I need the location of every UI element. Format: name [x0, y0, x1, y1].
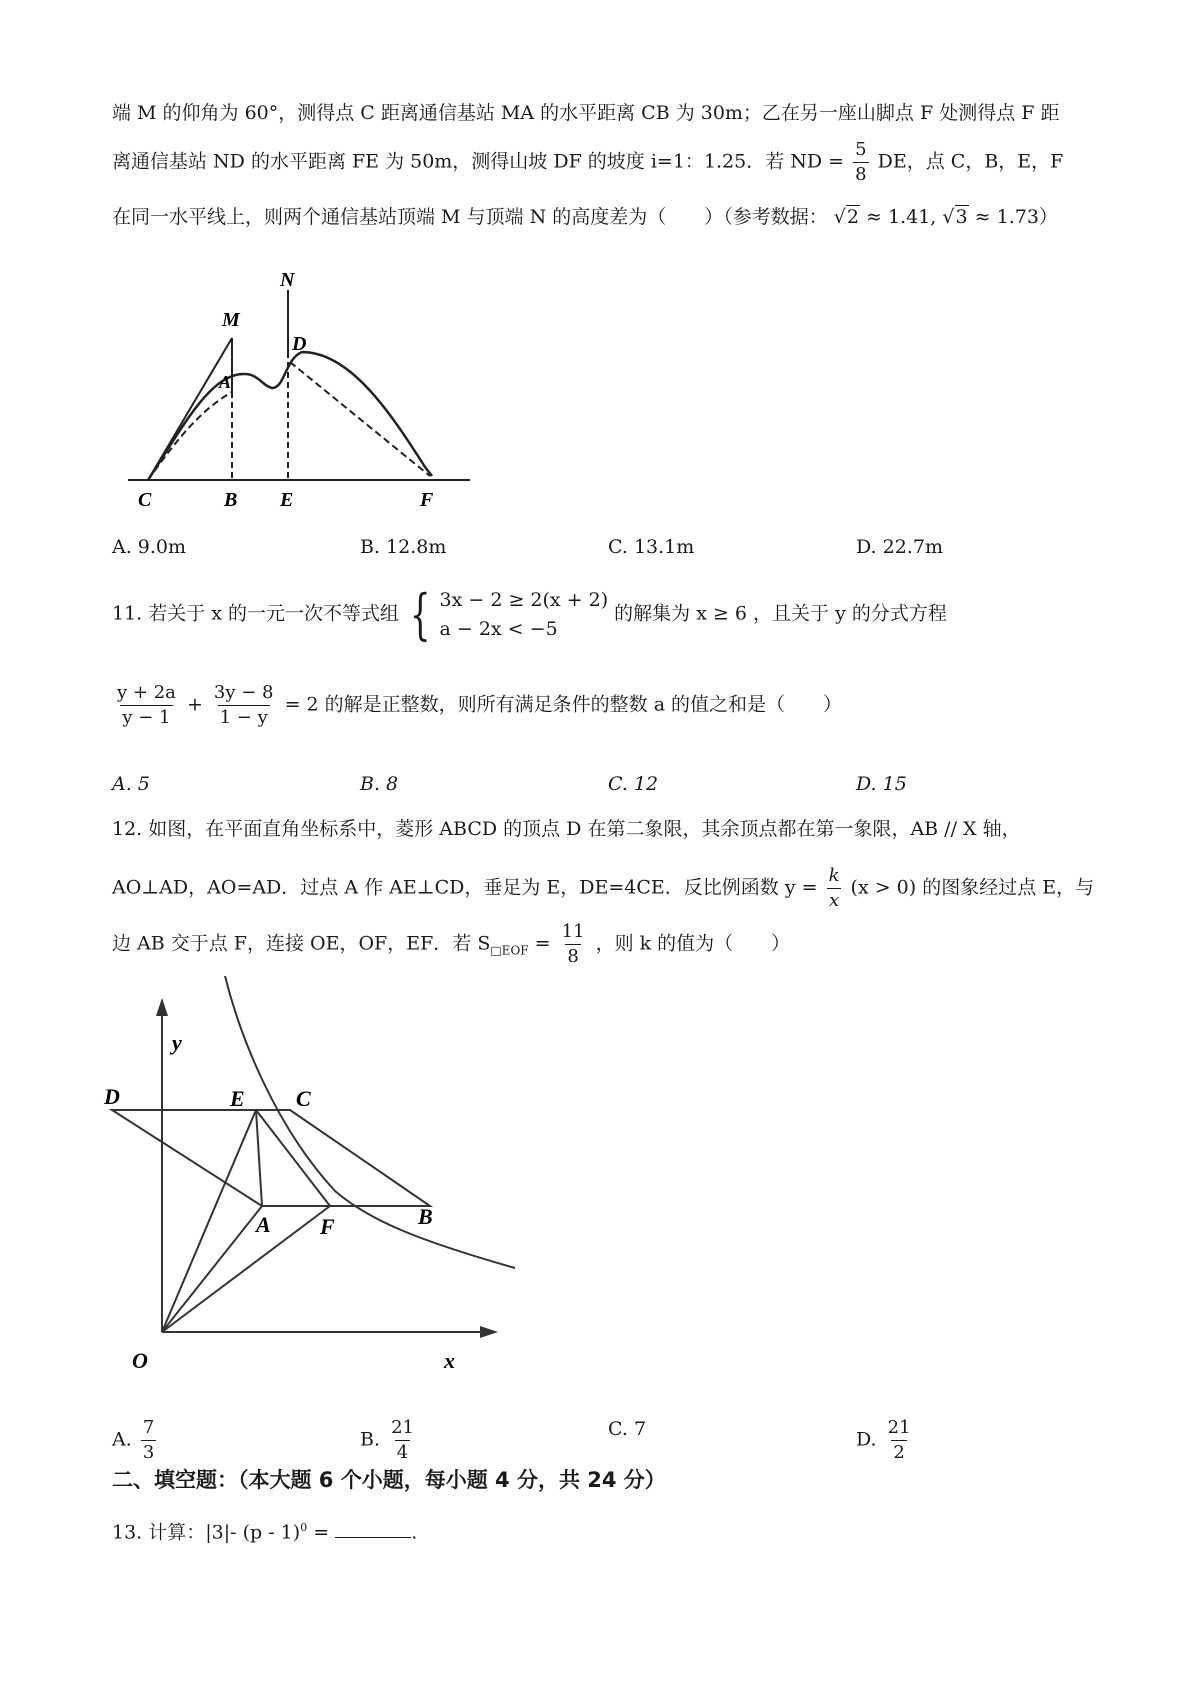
sqrt2-symbol: √2 [833, 206, 859, 228]
q11-option-b: B. 8 [360, 773, 399, 795]
function-fraction [827, 866, 842, 911]
q13-line [112, 1522, 417, 1542]
q11-option-a: A. 5 [112, 773, 150, 795]
q13-exponent: 0 [300, 1521, 308, 1534]
q12-line-2-tail: (x > 0) 的图象经过点 E，与 [850, 876, 1095, 899]
label-m: M [222, 309, 240, 331]
mountain-curve [148, 352, 432, 480]
q12-option-a-fraction [141, 1418, 156, 1463]
system-brace: { [409, 582, 431, 646]
slope-dashed-left [148, 392, 232, 480]
q12-line-2 [112, 866, 1094, 911]
x-axis-arrow [480, 1326, 498, 1338]
function-fraction-den: x [828, 889, 840, 911]
q12-line-3-tail: ，则 k 的值为（ ） [595, 932, 791, 955]
q10-line-1: 端 M 的仰角为 60°，测得点 C 距离通信基站 MA 的水平距离 CB 为 30m；乙在另一座山脚点 F 处测得点 F 距 [112, 102, 1060, 124]
area-fraction [560, 922, 587, 967]
nd-fraction-den: 8 [855, 163, 867, 185]
label-n: N [280, 269, 295, 291]
q12-option-d-den: 2 [893, 1441, 905, 1463]
seg-oe [162, 1110, 256, 1332]
q12-option-b-num: 21 [391, 1417, 414, 1438]
q12-option-a-prefix: A. [112, 1428, 132, 1451]
eq-fraction-1-num: y + 2a [117, 682, 176, 703]
q10-line-2-text: 离通信基站 ND 的水平距离 FE 为 50m，测得山坡 DF 的坡度 i=1：1.25．若 ND = [112, 150, 845, 173]
q12-option-b [360, 1418, 608, 1463]
q10-options [112, 536, 1104, 558]
area-fraction-den: 8 [567, 945, 579, 967]
label-d2: D [104, 1084, 120, 1109]
q12-option-c-value: 7 [633, 1418, 647, 1440]
plus-sign: + [186, 693, 203, 716]
label-x: x [444, 1348, 455, 1373]
function-fraction-num: k [828, 865, 840, 886]
nd-fraction-num: 5 [855, 139, 867, 160]
q12-option-a [112, 1418, 360, 1463]
eq-fraction-1 [115, 683, 178, 728]
q11-option-c: C. 12 [608, 773, 659, 795]
seg-ef [256, 1110, 330, 1206]
q11-option-d: D. 15 [856, 773, 907, 795]
sqrt2-approx: ≈ 1.41, [866, 206, 937, 228]
q12-option-d-fraction [886, 1418, 913, 1463]
sqrt2-radicand: 2 [846, 206, 859, 228]
sqrt3-approx: ≈ 1.73） [974, 206, 1058, 228]
label-e: E [280, 489, 294, 511]
seg-ae [256, 1110, 262, 1206]
eq-fraction-2-den: 1 − y [219, 706, 268, 728]
q12-option-a-num: 7 [142, 1417, 155, 1438]
q10-option-b: B. 12.8m [360, 536, 447, 558]
label-a: A [219, 372, 232, 392]
inequality-2: a − 2x < −5 [439, 617, 558, 640]
q11-line-1 [112, 582, 947, 646]
inequality-1: 3x − 2 ≥ 2(x + 2) [439, 589, 609, 611]
label-c2: C [296, 1086, 311, 1111]
q12-line-3 [112, 922, 790, 967]
label-d: D [292, 333, 307, 355]
area-subscript: □EOF [490, 943, 529, 958]
q10-option-d: D. 22.7m [856, 536, 943, 558]
q12-option-b-prefix: B. [360, 1428, 381, 1451]
q12-option-a-den: 3 [142, 1441, 155, 1463]
q13-equals: = [313, 1521, 330, 1544]
q13-text: 13. 计算：|3|- (p - 1) [112, 1521, 301, 1544]
q12-line-3-text: 边 AB 交于点 F，连接 OE，OF，EF．若 S [112, 932, 491, 955]
q12-line-2-text: AO⊥AD，AO=AD．过点 A 作 AE⊥CD，垂足为 E，DE=4CE．反比例函数 y = [112, 876, 818, 899]
q13-period: . [411, 1521, 418, 1544]
q12-option-c-prefix: C. [608, 1418, 628, 1440]
q12-option-b-den: 4 [396, 1441, 409, 1463]
eq-fraction-1-den: y − 1 [122, 706, 171, 728]
q11-eq-tail: = 2 的解是正整数，则所有满足条件的整数 a 的值之和是（ ） [284, 693, 843, 716]
q12-option-d-num: 21 [887, 1417, 911, 1438]
q12-options [112, 1418, 1104, 1463]
y-axis-arrow [156, 998, 168, 1016]
q11-options [112, 773, 1104, 795]
q10-option-c: C. 13.1m [608, 536, 695, 558]
q10-line-2 [112, 140, 1063, 185]
rhombus-abcd [112, 1110, 430, 1206]
q10-figure [120, 262, 480, 512]
eq-fraction-2-num: 3y − 8 [213, 682, 274, 703]
label-c: C [138, 489, 152, 511]
q10-line-2-tail: DE，点 C，B，E，F [877, 150, 1064, 173]
label-b: B [224, 489, 238, 511]
section-heading: 二、填空题：（本大题 6 个小题，每小题 4 分，共 24 分） [112, 1468, 666, 1492]
q12-option-d-prefix: D. [856, 1428, 877, 1451]
eq-fraction-2 [212, 683, 276, 728]
q10-line-3-text: 在同一水平线上，则两个通信基站顶端 M 与顶端 N 的高度差为（ ）（参考数据： [112, 206, 828, 228]
area-equals: = [534, 932, 551, 955]
line-cm [148, 338, 232, 480]
q11-mid: 的解集为 x ≥ 6 ，且关于 y 的分式方程 [614, 602, 947, 625]
q13-answer-blank [335, 1537, 411, 1538]
q12-figure [100, 976, 520, 1376]
nd-fraction [853, 140, 868, 185]
q10-option-a: A. 9.0m [112, 536, 187, 558]
label-y: y [172, 1030, 182, 1055]
label-b2: B [418, 1204, 433, 1229]
label-f2: F [320, 1214, 335, 1239]
sqrt3-symbol: √3 [942, 206, 968, 228]
q10-line-3 [112, 208, 1058, 227]
label-a2: A [256, 1212, 271, 1237]
sqrt3-radicand: 3 [955, 206, 968, 228]
q12-option-d [856, 1418, 1104, 1463]
label-e2: E [230, 1086, 245, 1111]
label-f: F [420, 489, 434, 511]
q11-lead: 11. 若关于 x 的一元一次不等式组 [112, 602, 400, 625]
q12-option-c [608, 1418, 856, 1463]
q12-line-1: 12. 如图，在平面直角坐标系中，菱形 ABCD 的顶点 D 在第二象限，其余顶点都在第一象限，AB // X 轴， [112, 818, 1021, 840]
q12-option-b-fraction [389, 1418, 416, 1463]
inequality-system [440, 586, 609, 643]
q11-line-2 [112, 683, 842, 728]
label-o: O [132, 1348, 148, 1373]
area-fraction-num: 11 [561, 921, 585, 942]
